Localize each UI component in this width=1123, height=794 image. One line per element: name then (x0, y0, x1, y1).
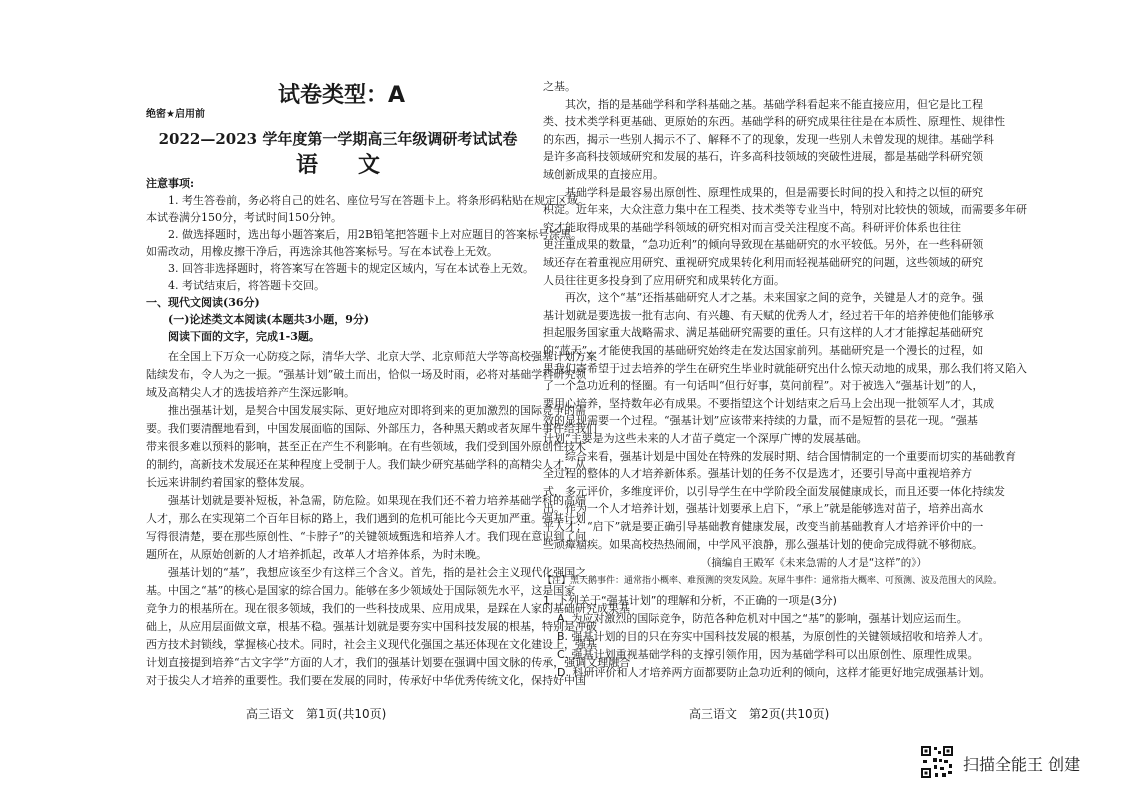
passage-line: 域还存在着重视应用研究、重视研究成果转化利用而轻视基础研究的问题，这些领域的研究 (543, 256, 983, 269)
passage-line: 要用心培养，坚持数年必有成果。不要指望这个计划结束之后马上会出现一批领军人才，其成 (543, 396, 994, 410)
question-option-c: C. 强基计划重视基础学科的支撑引领作用，因为基础学科可以出原创性、原理性成果。 (557, 648, 979, 661)
passage-line: 竞争力的根基所在。现在很多领域，我们的一些科技成果、应用成果，是踩在人家的基础研究成果基 (146, 602, 630, 615)
passage-line: 综合来看，强基计划是中国处在特殊的发展时期、结合国情制定的一个重要而切实的基础教育 (565, 449, 1016, 463)
passage-line: 类、技术类学科更基础、更原始的东西。基础学科的研究成果往往是在本质性、原理性、规律性 (543, 115, 1005, 129)
passage-line: 再次，这个“基”还指基础研究人才之基。未来国家之间的竞争，关键是人才的竞争。强 (565, 291, 984, 305)
passage-line: 写得很清楚，要在那些原创性、“卡脖子”的关键领域甄选和培养人才。我们现在意识到了问 (146, 530, 587, 543)
question-stem: 1. 下列关于“强基计划”的理解和分析，不正确的一项是(3分) (543, 594, 837, 607)
subsection-heading: (一)论述类文本阅读(本题共3小题，9分) (168, 313, 370, 326)
note-line: 3. 回答非选择题时，将答案写在答题卡的规定区域内，写在本试卷上无效。 (168, 262, 534, 275)
passage-line: 基。中国之“基”的核心是国家的综合国力。能够在多少领域处于国际领先水平，这是国家 (146, 584, 576, 597)
qr-code-icon (920, 745, 954, 779)
passage-line: 更注重成果的数量，“急功近利”的倾向导致现在基础研究的水平较低。另外，在一些科研领 (543, 238, 984, 252)
page-footer-left: 高三语文 第1页(共10页) (246, 707, 387, 721)
passage-line: 了一个急功近利的怪圈。有一句话叫“但行好事，莫问前程”。对于被选入“强基计划”的人， (543, 379, 984, 393)
passage-line: 究才能取得成果的基础学科领域的研究相对而言受关注程度不高。科研评价体系也往往 (543, 220, 961, 234)
passage-line: 之基。 (543, 80, 576, 93)
passage-line: 要。我们要清醒地看到，中国发展面临的国际、外部压力，各种黑天鹅或者灰犀牛事件给我们 (146, 422, 597, 435)
footnote: 【注】黑天鹅事件：通常指小概率、难预测的突发风险。灰犀牛事件：通常指大概率、可预测、波及范围大的风险。 (543, 576, 1003, 586)
passage-line: 强基计划就是要补短板，补急需，防危险。如果现在我们还不着力培养基础学科的高端 (168, 494, 586, 507)
notes-heading: 注意事项: (146, 177, 195, 190)
note-line: 2. 做选择题时，选出每小题答案后，用2B铅笔把答题卡上对应题目的答案标号涂黑。 (168, 228, 583, 241)
passage-line: 带来很多难以预料的影响，甚至正在产生不利影响。在有些领域，我们受到国外原创性技术 (146, 440, 586, 453)
question-option-d: D. 科研评价和人才培养两方面都要防止急功近利的倾向，这样才能更好地完成强基计划。 (557, 666, 991, 679)
passage-line: 础上，从应用层面做文章，根基不稳。强基计划就是要夯实中国科技发展的根基，特别是冲破 (146, 620, 597, 633)
passage-line: 对于拔尖人才培养的重要性。我们要在发展的同时，传承好中华优秀传统文化，保持好中国 (146, 674, 586, 687)
passage-line: 长远来讲制约着国家的整体发展。 (146, 476, 311, 489)
passage-line: 的制约，高新技术发展还在某种程度上受制于人。我们缺少研究基础学科的高精尖人才，从 (146, 458, 586, 471)
passage-line: 计划”主要是为这些未来的人才苗子奠定一个深厚广博的发展基础。 (543, 432, 868, 445)
right-page (543, 0, 1027, 721)
note-line: 本试卷满分150分，考试时间150分钟。 (146, 211, 342, 224)
passage-line: 平人才；“启下”就是要正确引导基础教育健康发展，改变当前基础教育人才培养评价中的一 (543, 520, 984, 533)
passage-line: 域创新成果的直接应用。 (543, 168, 664, 181)
passage-line: 基础学科是最容易出原创性、原理性成果的，但是需要长时间的投入和持之以恒的研究 (565, 185, 983, 199)
passage-line: 果我们寄希望于过去培养的学生在研究生毕业时就能研究出什么惊天动地的成果，那么我们将又陷入 (543, 361, 1027, 375)
note-line: 4. 考试结束后，将答题卡交回。 (168, 279, 325, 292)
passage-line: 陆续发布，令人为之一振。“强基计划”破土而出，恰似一场及时雨，必将对基础学科研究领 (146, 368, 587, 381)
passage-line: 积淀。近年来，大众注意力集中在工程类、技术类等专业当中，特别对比较快的领域，而需要多年研 (543, 203, 1027, 217)
passage-line: 域及高精尖人才的选拔培养产生深远影响。 (146, 386, 355, 399)
scanner-watermark-text: 扫描全能王 创建 (963, 755, 1081, 774)
passage-line: 强基计划的“基”，我想应该至少有这样三个含义。首先，指的是社会主义现代化强国之 (168, 566, 587, 579)
passage-line: 是许多高科技领域研究和发展的基石，许多高科技领域的突破性进展，都是基础学科研究领 (543, 150, 983, 164)
passage-line: 些顽瘴痼疾。如果高校热热闹闹，中学风平浪静，那么强基计划的使命完成得就不够彻底。 (543, 537, 983, 551)
reading-instruction: 阅读下面的文字，完成1-3题。 (168, 330, 320, 343)
passage-line: 西方技术封锁线，掌握核心技术。同时，社会主义现代化强国之基还体现在文化建设上，强基 (146, 638, 597, 651)
passage-line: 全过程的整体的人才培养新体系。强基计划的任务不仅是选才，还要引导高中重视培养方 (543, 467, 972, 481)
passage-line: 计划直接提到培养“古文字学”方面的人才，我们的强基计划要在强调中国文脉的传承，强调文理融合 (146, 656, 631, 669)
note-line: 1. 考生答卷前，务必将自己的姓名、座位号写在答题卡上。将条形码粘贴在规定区域。 (168, 194, 589, 207)
page-footer-right: 高三语文 第2页(共10页) (689, 707, 830, 721)
passage-line: 题所在，从原始创新的人才培养抓起，改革人才培养体系，为时未晚。 (146, 548, 487, 561)
paper-type-label: 试卷类型：A (278, 83, 406, 108)
question-option-a: A. 为应对激烈的国际竞争，防范各种危机对中国之“基”的影响，强基计划应运而生。 (557, 612, 968, 625)
passage-line: 出。作为一个人才培养计划，强基计划要承上启下，“承上”就是能够选对苗子，培养出高水 (543, 502, 984, 516)
section-heading: 一、现代文阅读(36分) (146, 296, 260, 309)
passage-line: 的东西，揭示一些别人揭示不了、解释不了的现象，发现一些别人未曾发现的规律。基础学科 (543, 132, 994, 146)
note-line: 如需改动，用橡皮擦干净后，再选涂其他答案标号。写在本试卷上无效。 (146, 245, 498, 258)
exam-title: 2022—2023 学年度第一学期高三年级调研考试试卷 (158, 130, 518, 148)
passage-line: 在全国上下万众一心防疫之际，清华大学、北京大学、北京师范大学等高校强基计划方案 (168, 350, 597, 363)
passage-line: 担起服务国家重大战略需求、满足基础研究需要的重任。只有这样的人才才能撑起基础研究 (543, 326, 983, 340)
passage-line: 推出强基计划，是契合中国发展实际、更好地应对即将到来的更加激烈的国际竞争的需 (168, 404, 586, 417)
passage-line: 效的显现需要一个过程。“强基计划”应该带来持续的力量，而不是短暂的昙花一现。“强基 (543, 414, 978, 428)
source-citation: （摘编自王殿军《未来急需的人才是“这样”的》） (700, 557, 927, 569)
passage-line: 其次，指的是基础学科和学科基础之基。基础学科看起来不能直接应用，但它是比工程 (565, 97, 983, 111)
confidential-label: 绝密★启用前 (146, 109, 205, 120)
passage-line: 人员往往更多投身到了应用研究和成果转化方面。 (543, 273, 785, 287)
passage-line: 人才，那么在实现第二个百年目标的路上，我们遇到的危机可能比今天更加严重。强基计划 (146, 512, 586, 525)
passage-line: 式，多元评价，多维度评价，以引导学生在中学阶段全面发展健康成长，而且还要一体化持续发 (543, 484, 1005, 498)
passage-line: 的“蓝天”，才能使我国的基础研究始终走在发达国家前列。基础研究是一个漫长的过程，如 (543, 344, 984, 357)
question-option-b: B. 强基计划的目的只在夯实中国科技发展的根基，为原创性的关键领域招收和培养人才。 (557, 630, 990, 643)
passage-line: 基计划就是要选拔一批有志向、有兴趣、有天赋的优秀人才，经过若干年的培养使他们能够承 (543, 308, 994, 322)
subject-title: 语文 (295, 152, 420, 178)
